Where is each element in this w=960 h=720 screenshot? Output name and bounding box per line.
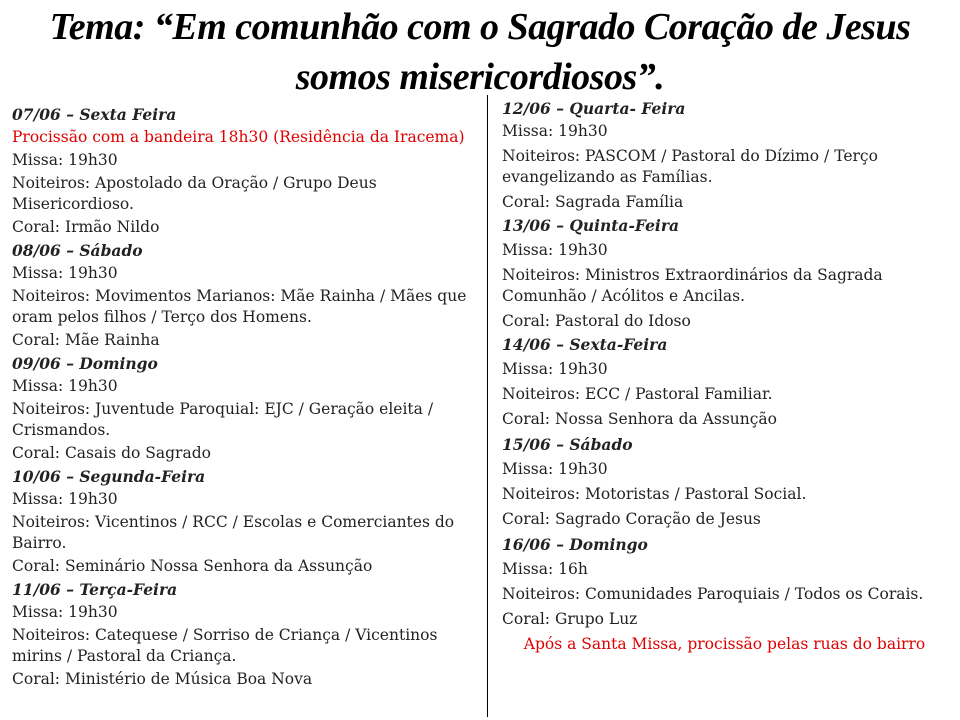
noiteiros-line: Noiteiros: Movimentos Marianos: Mãe Rainha / Mães que oram pelos filhos / Terço dos Homens. (12, 287, 467, 326)
mass-time: Missa: 19h30 (12, 264, 118, 282)
noiteiros-line: Noiteiros: Juventude Paroquial: EJC / Geração eleita / Crismandos. (12, 400, 434, 439)
left-column (12, 104, 480, 692)
coral-line: Coral: Casais do Sagrado (12, 444, 211, 462)
mass-time: Missa: 19h30 (502, 241, 608, 259)
coral-line: Coral: Sagrado Coração de Jesus (502, 510, 761, 528)
noiteiros-line: Noiteiros: PASCOM / Pastoral do Dízimo / Terço evangelizando as Famílias. (502, 147, 878, 186)
coral-line: Coral: Seminário Nossa Senhora da Assunção (12, 557, 373, 575)
day-heading: 09/06 – Domingo (12, 354, 158, 373)
day-heading: 08/06 – Sábado (12, 241, 143, 260)
procession-note: Procissão com a bandeira 18h30 (Residência da Iracema) (12, 128, 465, 146)
noiteiros-line: Noiteiros: Comunidades Paroquiais / Todos os Corais. (502, 585, 924, 603)
mass-time: Missa: 16h (502, 560, 588, 578)
page-title: Tema: “Em comunhão com o Sagrado Coração de Jesus somos misericordiosos”. (49, 6, 911, 98)
mass-time: Missa: 19h30 (12, 151, 118, 169)
coral-line: Coral: Nossa Senhora da Assunção (502, 410, 777, 428)
mass-time: Missa: 19h30 (502, 122, 608, 140)
mass-time: Missa: 19h30 (502, 460, 608, 478)
mass-time: Missa: 19h30 (12, 490, 118, 508)
mass-time: Missa: 19h30 (12, 377, 118, 395)
procession-note: Após a Santa Missa, procissão pelas ruas do bairro (523, 635, 926, 653)
coral-line: Coral: Mãe Rainha (12, 331, 160, 349)
coral-line: Coral: Grupo Luz (502, 610, 638, 628)
day-heading: 15/06 – Sábado (502, 435, 633, 454)
day-heading: 16/06 – Domingo (502, 535, 648, 554)
day-heading: 14/06 – Sexta-Feira (502, 335, 668, 354)
coral-line: Coral: Pastoral do Idoso (502, 312, 691, 330)
coral-line: Coral: Ministério de Música Boa Nova (12, 670, 313, 688)
noiteiros-line: Noiteiros: Motoristas / Pastoral Social. (502, 485, 807, 503)
noiteiros-line: Noiteiros: Catequese / Sorriso de Criança / Vicentinos mirins / Pastoral da Criança. (12, 626, 438, 665)
day-heading: 10/06 – Segunda-Feira (12, 467, 206, 486)
noiteiros-line: Noiteiros: ECC / Pastoral Familiar. (502, 385, 773, 403)
day-heading: 11/06 – Terça-Feira (12, 580, 178, 599)
mass-time: Missa: 19h30 (502, 360, 608, 378)
day-heading: 07/06 – Sexta Feira (12, 105, 177, 124)
noiteiros-line: Noiteiros: Apostolado da Oração / Grupo Deus Misericordioso. (12, 174, 377, 213)
noiteiros-line: Noiteiros: Vicentinos / RCC / Escolas e Comerciantes do Bairro. (12, 513, 455, 552)
noiteiros-line: Noiteiros: Ministros Extraordinários da Sagrada Comunhão / Acólitos e Ancilas. (502, 266, 883, 305)
coral-line: Coral: Irmão Nildo (12, 218, 160, 236)
day-heading: 13/06 – Quinta-Feira (502, 216, 680, 235)
coral-line: Coral: Sagrada Família (502, 193, 684, 211)
day-heading: 12/06 – Quarta- Feira (502, 99, 686, 118)
mass-time: Missa: 19h30 (12, 603, 118, 621)
right-column (502, 98, 947, 657)
column-divider (487, 95, 488, 717)
